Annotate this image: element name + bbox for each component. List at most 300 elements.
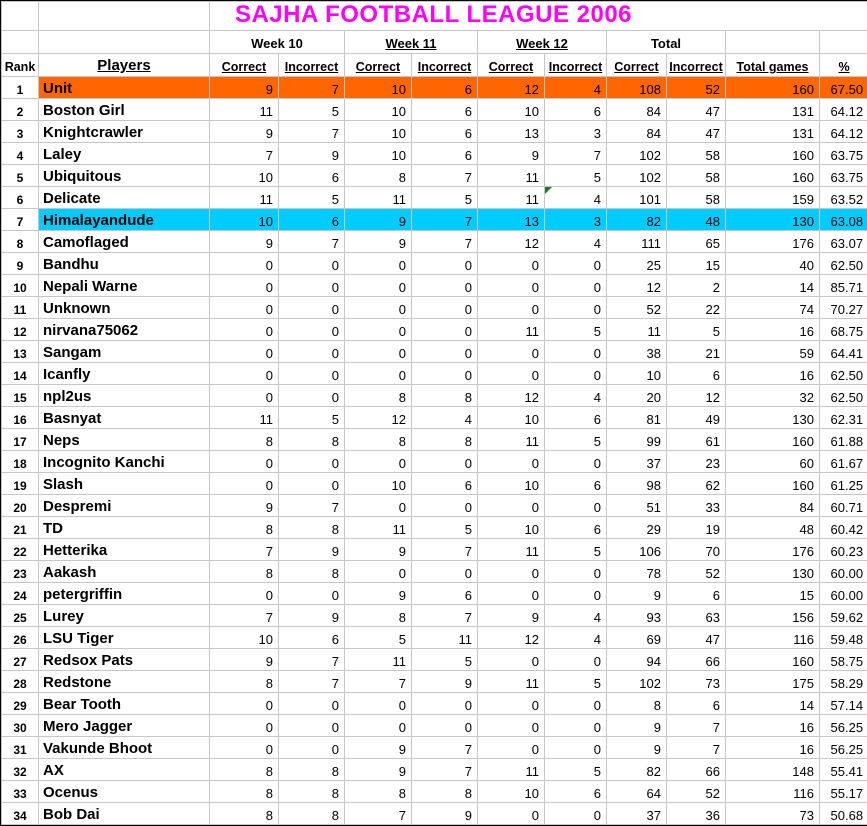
total_incorrect-cell[interactable]: 65 xyxy=(667,231,726,253)
total_games-cell[interactable]: 160 xyxy=(726,143,820,165)
w12_incorrect-cell[interactable]: 5 xyxy=(545,671,607,693)
w11_correct-cell[interactable]: 0 xyxy=(345,693,412,715)
w11_correct-cell[interactable]: 0 xyxy=(345,297,412,319)
rank-cell[interactable]: 15 xyxy=(2,385,39,407)
total_incorrect-cell[interactable]: 47 xyxy=(667,121,726,143)
w10_incorrect-cell[interactable]: 9 xyxy=(279,143,345,165)
total_games-cell[interactable]: 160 xyxy=(726,473,820,495)
player-cell[interactable]: Himalayandude xyxy=(39,209,210,231)
w11_incorrect-cell[interactable]: 7 xyxy=(412,209,478,231)
empty-cell[interactable] xyxy=(2,31,39,54)
total_incorrect-cell[interactable]: 12 xyxy=(667,385,726,407)
total_correct-cell[interactable]: 81 xyxy=(607,407,667,429)
w10-incorrect-column-header[interactable]: Incorrect xyxy=(279,54,345,77)
w11_correct-cell[interactable]: 0 xyxy=(345,341,412,363)
player-cell[interactable]: TD xyxy=(39,517,210,539)
w10_correct-cell[interactable]: 0 xyxy=(210,341,279,363)
empty-cell[interactable] xyxy=(39,2,210,31)
w11_incorrect-cell[interactable]: 6 xyxy=(412,77,478,99)
w10_correct-cell[interactable]: 8 xyxy=(210,803,279,825)
w12_correct-cell[interactable]: 0 xyxy=(478,363,545,385)
w12-correct-column-header[interactable]: Correct xyxy=(478,54,545,77)
w12_incorrect-cell[interactable]: 5 xyxy=(545,759,607,781)
percent-cell[interactable]: 63.75 xyxy=(820,143,867,165)
rank-cell[interactable]: 19 xyxy=(2,473,39,495)
w12_correct-cell[interactable]: 10 xyxy=(478,407,545,429)
total_incorrect-cell[interactable]: 19 xyxy=(667,517,726,539)
rank-cell[interactable]: 11 xyxy=(2,297,39,319)
w12_incorrect-cell[interactable]: 4 xyxy=(545,187,607,209)
w10_incorrect-cell[interactable]: 8 xyxy=(279,759,345,781)
percent-cell[interactable]: 61.25 xyxy=(820,473,867,495)
w12_incorrect-cell[interactable]: 0 xyxy=(545,693,607,715)
w11_incorrect-cell[interactable]: 7 xyxy=(412,605,478,627)
w12_incorrect-cell[interactable]: 0 xyxy=(545,495,607,517)
total_incorrect-cell[interactable]: 52 xyxy=(667,781,726,803)
percent-cell[interactable]: 63.52 xyxy=(820,187,867,209)
w12_incorrect-cell[interactable]: 0 xyxy=(545,363,607,385)
w12_incorrect-cell[interactable]: 0 xyxy=(545,803,607,825)
rank-cell[interactable]: 30 xyxy=(2,715,39,737)
w11_correct-cell[interactable]: 7 xyxy=(345,671,412,693)
w11_incorrect-cell[interactable]: 7 xyxy=(412,539,478,561)
player-cell[interactable]: npl2us xyxy=(39,385,210,407)
rank-cell[interactable]: 1 xyxy=(2,77,39,99)
player-cell[interactable]: Incognito Kanchi xyxy=(39,451,210,473)
total_incorrect-cell[interactable]: 70 xyxy=(667,539,726,561)
total-incorrect-column-header[interactable]: Incorrect xyxy=(667,54,726,77)
total_incorrect-cell[interactable]: 21 xyxy=(667,341,726,363)
w10_incorrect-cell[interactable]: 0 xyxy=(279,473,345,495)
rank-cell[interactable]: 32 xyxy=(2,759,39,781)
w12_incorrect-cell[interactable]: 0 xyxy=(545,737,607,759)
total_correct-cell[interactable]: 101 xyxy=(607,187,667,209)
percent-cell[interactable]: 64.12 xyxy=(820,121,867,143)
player-cell[interactable]: Despremi xyxy=(39,495,210,517)
w12_incorrect-cell[interactable]: 7 xyxy=(545,143,607,165)
w10_correct-cell[interactable]: 11 xyxy=(210,407,279,429)
w10_incorrect-cell[interactable]: 7 xyxy=(279,121,345,143)
w11_incorrect-cell[interactable]: 8 xyxy=(412,429,478,451)
total_correct-cell[interactable]: 99 xyxy=(607,429,667,451)
w11_incorrect-cell[interactable]: 9 xyxy=(412,803,478,825)
total_games-cell[interactable]: 73 xyxy=(726,803,820,825)
w11_correct-cell[interactable]: 0 xyxy=(345,451,412,473)
player-cell[interactable]: Lurey xyxy=(39,605,210,627)
player-cell[interactable]: Mero Jagger xyxy=(39,715,210,737)
player-cell[interactable]: Neps xyxy=(39,429,210,451)
rank-cell[interactable]: 23 xyxy=(2,561,39,583)
w10_incorrect-cell[interactable]: 6 xyxy=(279,627,345,649)
w11_correct-cell[interactable]: 11 xyxy=(345,649,412,671)
rank-column-header[interactable]: Rank xyxy=(2,54,39,77)
total_correct-cell[interactable]: 20 xyxy=(607,385,667,407)
total_correct-cell[interactable]: 51 xyxy=(607,495,667,517)
total_incorrect-cell[interactable]: 36 xyxy=(667,803,726,825)
w11_incorrect-cell[interactable]: 7 xyxy=(412,231,478,253)
w11_incorrect-cell[interactable]: 7 xyxy=(412,759,478,781)
w12_incorrect-cell[interactable]: 0 xyxy=(545,297,607,319)
w12_correct-cell[interactable]: 0 xyxy=(478,803,545,825)
w12_correct-cell[interactable]: 0 xyxy=(478,253,545,275)
total_games-cell[interactable]: 175 xyxy=(726,671,820,693)
rank-cell[interactable]: 28 xyxy=(2,671,39,693)
w11-correct-column-header[interactable]: Correct xyxy=(345,54,412,77)
rank-cell[interactable]: 25 xyxy=(2,605,39,627)
w12_incorrect-cell[interactable]: 0 xyxy=(545,649,607,671)
w12_correct-cell[interactable]: 11 xyxy=(478,671,545,693)
w10_incorrect-cell[interactable]: 8 xyxy=(279,561,345,583)
w12_incorrect-cell[interactable]: 0 xyxy=(545,253,607,275)
total_games-cell[interactable]: 59 xyxy=(726,341,820,363)
player-cell[interactable]: Nepali Warne xyxy=(39,275,210,297)
total_games-cell[interactable]: 160 xyxy=(726,649,820,671)
w12_correct-cell[interactable]: 11 xyxy=(478,539,545,561)
total_incorrect-cell[interactable]: 47 xyxy=(667,627,726,649)
w12_correct-cell[interactable]: 9 xyxy=(478,605,545,627)
w11_correct-cell[interactable]: 0 xyxy=(345,253,412,275)
w10_correct-cell[interactable]: 11 xyxy=(210,187,279,209)
w12_correct-cell[interactable]: 9 xyxy=(478,143,545,165)
w12_incorrect-cell[interactable]: 4 xyxy=(545,77,607,99)
player-cell[interactable]: Unit xyxy=(39,77,210,99)
percent-cell[interactable]: 56.25 xyxy=(820,715,867,737)
total_incorrect-cell[interactable]: 49 xyxy=(667,407,726,429)
total_correct-cell[interactable]: 108 xyxy=(607,77,667,99)
total_games-cell[interactable]: 60 xyxy=(726,451,820,473)
w12_correct-cell[interactable]: 11 xyxy=(478,319,545,341)
percent-cell[interactable]: 63.07 xyxy=(820,231,867,253)
total_incorrect-cell[interactable]: 62 xyxy=(667,473,726,495)
w12_incorrect-cell[interactable]: 5 xyxy=(545,539,607,561)
rank-cell[interactable]: 29 xyxy=(2,693,39,715)
total_correct-cell[interactable]: 98 xyxy=(607,473,667,495)
total_correct-cell[interactable]: 38 xyxy=(607,341,667,363)
w11_correct-cell[interactable]: 9 xyxy=(345,759,412,781)
w11_incorrect-cell[interactable]: 0 xyxy=(412,363,478,385)
total_games-cell[interactable]: 116 xyxy=(726,627,820,649)
w11_incorrect-cell[interactable]: 0 xyxy=(412,253,478,275)
player-cell[interactable]: Knightcrawler xyxy=(39,121,210,143)
w10_incorrect-cell[interactable]: 0 xyxy=(279,583,345,605)
w10_incorrect-cell[interactable]: 6 xyxy=(279,165,345,187)
rank-cell[interactable]: 33 xyxy=(2,781,39,803)
w12_correct-cell[interactable]: 11 xyxy=(478,759,545,781)
player-cell[interactable]: Camoflaged xyxy=(39,231,210,253)
rank-cell[interactable]: 21 xyxy=(2,517,39,539)
w10_correct-cell[interactable]: 0 xyxy=(210,451,279,473)
w10_correct-cell[interactable]: 8 xyxy=(210,759,279,781)
total_correct-cell[interactable]: 69 xyxy=(607,627,667,649)
w11_correct-cell[interactable]: 10 xyxy=(345,143,412,165)
w12_correct-cell[interactable]: 0 xyxy=(478,583,545,605)
w10_correct-cell[interactable]: 11 xyxy=(210,99,279,121)
w11_incorrect-cell[interactable]: 0 xyxy=(412,319,478,341)
percent-cell[interactable]: 61.88 xyxy=(820,429,867,451)
percent-cell[interactable]: 60.42 xyxy=(820,517,867,539)
w12_correct-cell[interactable]: 10 xyxy=(478,99,545,121)
total_correct-cell[interactable]: 8 xyxy=(607,693,667,715)
w12_incorrect-cell[interactable]: 4 xyxy=(545,605,607,627)
w10_correct-cell[interactable]: 0 xyxy=(210,275,279,297)
rank-cell[interactable]: 7 xyxy=(2,209,39,231)
total_correct-cell[interactable]: 25 xyxy=(607,253,667,275)
w11_correct-cell[interactable]: 0 xyxy=(345,319,412,341)
w10_incorrect-cell[interactable]: 0 xyxy=(279,451,345,473)
w12_incorrect-cell[interactable]: 5 xyxy=(545,429,607,451)
w10_incorrect-cell[interactable]: 9 xyxy=(279,605,345,627)
rank-cell[interactable]: 27 xyxy=(2,649,39,671)
player-cell[interactable]: petergriffin xyxy=(39,583,210,605)
percent-cell[interactable]: 59.48 xyxy=(820,627,867,649)
total_correct-cell[interactable]: 9 xyxy=(607,737,667,759)
total_games-cell[interactable]: 16 xyxy=(726,363,820,385)
w11_correct-cell[interactable]: 8 xyxy=(345,781,412,803)
total_correct-cell[interactable]: 93 xyxy=(607,605,667,627)
total_incorrect-cell[interactable]: 52 xyxy=(667,561,726,583)
total_correct-cell[interactable]: 102 xyxy=(607,671,667,693)
w10_correct-cell[interactable]: 10 xyxy=(210,209,279,231)
total_incorrect-cell[interactable]: 15 xyxy=(667,253,726,275)
w10_incorrect-cell[interactable]: 7 xyxy=(279,495,345,517)
w11_incorrect-cell[interactable]: 7 xyxy=(412,165,478,187)
w11_incorrect-cell[interactable]: 0 xyxy=(412,451,478,473)
w10_incorrect-cell[interactable]: 8 xyxy=(279,517,345,539)
w10_incorrect-cell[interactable]: 0 xyxy=(279,253,345,275)
total_games-cell[interactable]: 176 xyxy=(726,231,820,253)
rank-cell[interactable]: 24 xyxy=(2,583,39,605)
player-cell[interactable]: Ubiquitous xyxy=(39,165,210,187)
total_correct-cell[interactable]: 9 xyxy=(607,715,667,737)
w12_incorrect-cell[interactable]: 3 xyxy=(545,121,607,143)
rank-cell[interactable]: 17 xyxy=(2,429,39,451)
w12_correct-cell[interactable]: 10 xyxy=(478,473,545,495)
w11_correct-cell[interactable]: 10 xyxy=(345,99,412,121)
player-cell[interactable]: AX xyxy=(39,759,210,781)
total_incorrect-cell[interactable]: 58 xyxy=(667,165,726,187)
total_games-cell[interactable]: 74 xyxy=(726,297,820,319)
w10_incorrect-cell[interactable]: 9 xyxy=(279,539,345,561)
player-cell[interactable]: Bear Tooth xyxy=(39,693,210,715)
w10_correct-cell[interactable]: 8 xyxy=(210,781,279,803)
w12_correct-cell[interactable]: 0 xyxy=(478,275,545,297)
total-games-column-header[interactable]: Total games xyxy=(726,54,820,77)
percent-cell[interactable]: 59.62 xyxy=(820,605,867,627)
rank-cell[interactable]: 20 xyxy=(2,495,39,517)
w11_incorrect-cell[interactable]: 0 xyxy=(412,297,478,319)
total_incorrect-cell[interactable]: 58 xyxy=(667,143,726,165)
w11_correct-cell[interactable]: 8 xyxy=(345,165,412,187)
w10_correct-cell[interactable]: 0 xyxy=(210,473,279,495)
w12_incorrect-cell[interactable]: 0 xyxy=(545,561,607,583)
w11_correct-cell[interactable]: 10 xyxy=(345,77,412,99)
w10_incorrect-cell[interactable]: 0 xyxy=(279,297,345,319)
player-cell[interactable]: Redsox Pats xyxy=(39,649,210,671)
total_games-cell[interactable]: 130 xyxy=(726,407,820,429)
total_correct-cell[interactable]: 37 xyxy=(607,803,667,825)
w10_incorrect-cell[interactable]: 5 xyxy=(279,99,345,121)
w11_correct-cell[interactable]: 9 xyxy=(345,583,412,605)
total_games-cell[interactable]: 32 xyxy=(726,385,820,407)
percent-cell[interactable]: 68.75 xyxy=(820,319,867,341)
w11_correct-cell[interactable]: 9 xyxy=(345,539,412,561)
total_games-cell[interactable]: 160 xyxy=(726,165,820,187)
w12_incorrect-cell[interactable]: 6 xyxy=(545,517,607,539)
w10_correct-cell[interactable]: 9 xyxy=(210,231,279,253)
percent-cell[interactable]: 85.71 xyxy=(820,275,867,297)
w11_incorrect-cell[interactable]: 0 xyxy=(412,715,478,737)
w10_correct-cell[interactable]: 8 xyxy=(210,671,279,693)
percent-cell[interactable]: 63.08 xyxy=(820,209,867,231)
w10_correct-cell[interactable]: 0 xyxy=(210,583,279,605)
player-cell[interactable]: Aakash xyxy=(39,561,210,583)
total_correct-cell[interactable]: 9 xyxy=(607,583,667,605)
w12_correct-cell[interactable]: 0 xyxy=(478,451,545,473)
player-cell[interactable]: Sangam xyxy=(39,341,210,363)
players-column-header[interactable]: Players xyxy=(39,54,210,77)
w10_incorrect-cell[interactable]: 0 xyxy=(279,275,345,297)
w10_correct-cell[interactable]: 10 xyxy=(210,165,279,187)
player-cell[interactable]: Hetterika xyxy=(39,539,210,561)
w11_correct-cell[interactable]: 5 xyxy=(345,627,412,649)
player-cell[interactable]: Bob Dai xyxy=(39,803,210,825)
rank-cell[interactable]: 13 xyxy=(2,341,39,363)
w12_correct-cell[interactable]: 13 xyxy=(478,209,545,231)
w12_correct-cell[interactable]: 11 xyxy=(478,187,545,209)
empty-cell[interactable] xyxy=(726,31,820,54)
percent-cell[interactable]: 70.27 xyxy=(820,297,867,319)
player-cell[interactable]: Bandhu xyxy=(39,253,210,275)
w10_correct-cell[interactable]: 0 xyxy=(210,319,279,341)
total_incorrect-cell[interactable]: 66 xyxy=(667,649,726,671)
total_correct-cell[interactable]: 84 xyxy=(607,99,667,121)
total_incorrect-cell[interactable]: 7 xyxy=(667,737,726,759)
w10_incorrect-cell[interactable]: 6 xyxy=(279,209,345,231)
player-cell[interactable]: Vakunde Bhoot xyxy=(39,737,210,759)
w12_correct-cell[interactable]: 0 xyxy=(478,715,545,737)
w10_incorrect-cell[interactable]: 0 xyxy=(279,363,345,385)
w10_incorrect-cell[interactable]: 8 xyxy=(279,781,345,803)
w10_correct-cell[interactable]: 7 xyxy=(210,605,279,627)
total_incorrect-cell[interactable]: 47 xyxy=(667,99,726,121)
w12_correct-cell[interactable]: 12 xyxy=(478,385,545,407)
player-cell[interactable]: Slash xyxy=(39,473,210,495)
w11_incorrect-cell[interactable]: 8 xyxy=(412,385,478,407)
w12_correct-cell[interactable]: 0 xyxy=(478,495,545,517)
total_incorrect-cell[interactable]: 58 xyxy=(667,187,726,209)
w10_incorrect-cell[interactable]: 8 xyxy=(279,429,345,451)
w10_correct-cell[interactable]: 0 xyxy=(210,363,279,385)
total_correct-cell[interactable]: 111 xyxy=(607,231,667,253)
total_games-cell[interactable]: 131 xyxy=(726,121,820,143)
w11_correct-cell[interactable]: 8 xyxy=(345,385,412,407)
total-header[interactable]: Total xyxy=(607,31,726,54)
total_incorrect-cell[interactable]: 66 xyxy=(667,759,726,781)
total_games-cell[interactable]: 14 xyxy=(726,275,820,297)
empty-cell[interactable] xyxy=(2,2,39,31)
percent-cell[interactable]: 60.23 xyxy=(820,539,867,561)
w11_correct-cell[interactable]: 8 xyxy=(345,605,412,627)
w11_incorrect-cell[interactable]: 6 xyxy=(412,473,478,495)
total_correct-cell[interactable]: 94 xyxy=(607,649,667,671)
rank-cell[interactable]: 9 xyxy=(2,253,39,275)
w11_correct-cell[interactable]: 0 xyxy=(345,275,412,297)
total_games-cell[interactable]: 159 xyxy=(726,187,820,209)
w12_incorrect-cell[interactable]: 5 xyxy=(545,319,607,341)
w10_correct-cell[interactable]: 9 xyxy=(210,121,279,143)
w10_correct-cell[interactable]: 7 xyxy=(210,539,279,561)
percent-column-header[interactable]: % xyxy=(820,54,867,77)
w10_correct-cell[interactable]: 0 xyxy=(210,693,279,715)
total_games-cell[interactable]: 131 xyxy=(726,99,820,121)
player-cell[interactable]: Icanfly xyxy=(39,363,210,385)
rank-cell[interactable]: 18 xyxy=(2,451,39,473)
total_games-cell[interactable]: 116 xyxy=(726,781,820,803)
total_games-cell[interactable]: 176 xyxy=(726,539,820,561)
w11_incorrect-cell[interactable]: 9 xyxy=(412,671,478,693)
w11_correct-cell[interactable]: 11 xyxy=(345,517,412,539)
w12_correct-cell[interactable]: 0 xyxy=(478,297,545,319)
player-cell[interactable]: Delicate xyxy=(39,187,210,209)
w10_incorrect-cell[interactable]: 7 xyxy=(279,649,345,671)
total-correct-column-header[interactable]: Correct xyxy=(607,54,667,77)
w11_correct-cell[interactable]: 11 xyxy=(345,187,412,209)
w10_incorrect-cell[interactable]: 0 xyxy=(279,737,345,759)
week10-header[interactable]: Week 10 xyxy=(210,31,345,54)
w11_incorrect-cell[interactable]: 5 xyxy=(412,187,478,209)
percent-cell[interactable]: 67.50 xyxy=(820,77,867,99)
total_incorrect-cell[interactable]: 61 xyxy=(667,429,726,451)
percent-cell[interactable]: 64.41 xyxy=(820,341,867,363)
w12_correct-cell[interactable]: 0 xyxy=(478,737,545,759)
title-cell[interactable] xyxy=(210,2,867,31)
w10_incorrect-cell[interactable]: 0 xyxy=(279,715,345,737)
total_games-cell[interactable]: 156 xyxy=(726,605,820,627)
total_incorrect-cell[interactable]: 63 xyxy=(667,605,726,627)
total_correct-cell[interactable]: 82 xyxy=(607,759,667,781)
w12_correct-cell[interactable]: 0 xyxy=(478,649,545,671)
percent-cell[interactable]: 56.25 xyxy=(820,737,867,759)
total_correct-cell[interactable]: 78 xyxy=(607,561,667,583)
w12_incorrect-cell[interactable]: 0 xyxy=(545,275,607,297)
w12_incorrect-cell[interactable]: 6 xyxy=(545,473,607,495)
total_correct-cell[interactable]: 52 xyxy=(607,297,667,319)
w12_incorrect-cell[interactable]: 0 xyxy=(545,583,607,605)
total_incorrect-cell[interactable]: 22 xyxy=(667,297,726,319)
percent-cell[interactable]: 62.50 xyxy=(820,385,867,407)
w10_incorrect-cell[interactable]: 5 xyxy=(279,407,345,429)
w11_incorrect-cell[interactable]: 5 xyxy=(412,517,478,539)
total_incorrect-cell[interactable]: 6 xyxy=(667,363,726,385)
w11_incorrect-cell[interactable]: 7 xyxy=(412,737,478,759)
total_games-cell[interactable]: 48 xyxy=(726,517,820,539)
percent-cell[interactable]: 55.41 xyxy=(820,759,867,781)
w11_incorrect-cell[interactable]: 6 xyxy=(412,583,478,605)
w10_incorrect-cell[interactable]: 7 xyxy=(279,77,345,99)
total_games-cell[interactable]: 16 xyxy=(726,715,820,737)
player-cell[interactable]: Boston Girl xyxy=(39,99,210,121)
total_games-cell[interactable]: 15 xyxy=(726,583,820,605)
percent-cell[interactable]: 62.50 xyxy=(820,253,867,275)
player-cell[interactable]: Unknown xyxy=(39,297,210,319)
week11-header[interactable]: Week 11 xyxy=(345,31,478,54)
w11_incorrect-cell[interactable]: 0 xyxy=(412,275,478,297)
w12_incorrect-cell[interactable]: 0 xyxy=(545,715,607,737)
w10_correct-cell[interactable]: 9 xyxy=(210,649,279,671)
w11_correct-cell[interactable]: 9 xyxy=(345,209,412,231)
w12_incorrect-cell[interactable]: 0 xyxy=(545,341,607,363)
w10_correct-cell[interactable]: 10 xyxy=(210,627,279,649)
